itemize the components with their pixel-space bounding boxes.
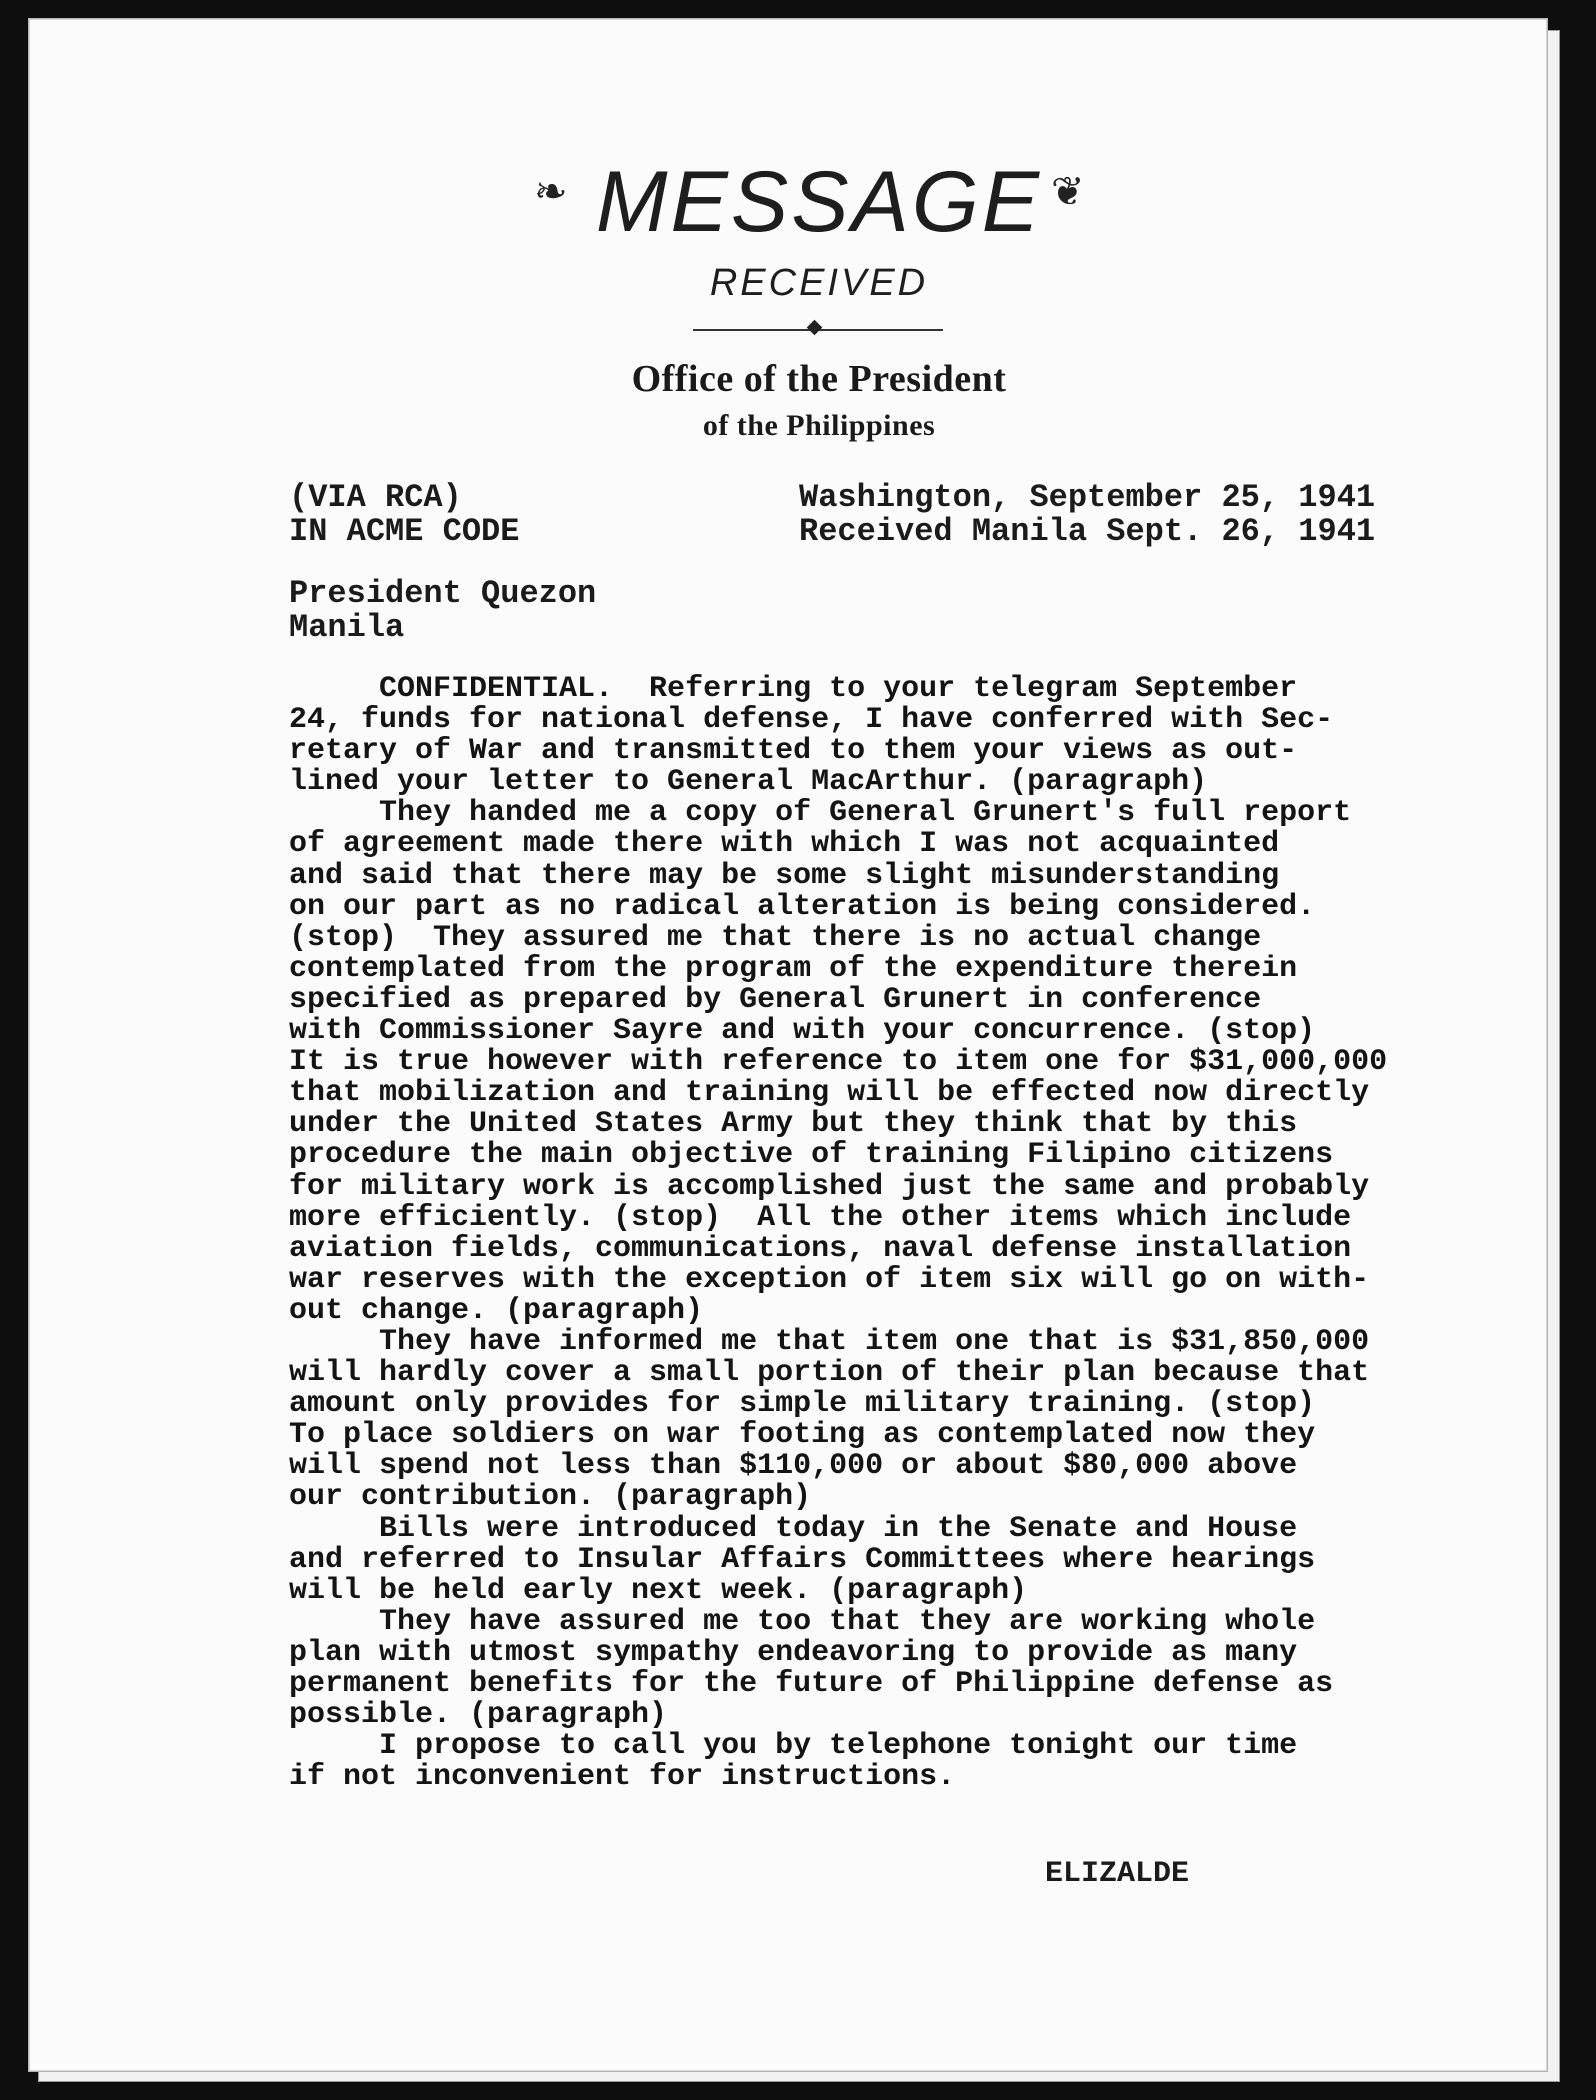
body-line: and referred to Insular Affairs Committees where hearings <box>289 1542 1316 1577</box>
letterhead-subtitle: RECEIVED <box>709 262 929 304</box>
signature: ELIZALDE <box>1045 1857 1190 1891</box>
body-line: possible. (paragraph) <box>289 1698 668 1733</box>
body-line: To place soldiers on war footing as contemplated now they <box>289 1418 1316 1453</box>
body-line: out change. (paragraph) <box>289 1293 704 1328</box>
body-line: amount only provides for simple military training. (stop) <box>289 1387 1316 1422</box>
body-line: retary of War and transmitted to them your views as out- <box>289 734 1298 769</box>
body-line: plan with utmost sympathy endeavoring to provide as many <box>289 1635 1298 1670</box>
body-line: Bills were introduced today in the Senate and House <box>289 1511 1298 1546</box>
body-line: if not inconvenient for instructions. <box>289 1760 956 1795</box>
addressee-block <box>289 577 596 645</box>
body-line: our contribution. (paragraph) <box>289 1480 812 1515</box>
message-body <box>289 674 1387 1793</box>
body-line: They handed me a copy of General Grunert's full report <box>289 796 1352 831</box>
body-line: that mobilization and training will be effected now directly <box>289 1076 1370 1111</box>
body-line: contemplated from the program of the expenditure therein <box>289 951 1298 986</box>
body-line: lined your letter to General MacArthur. (paragraph) <box>289 765 1208 800</box>
received-date: Received Manila Sept. 26, 1941 <box>799 513 1376 550</box>
body-line: 24, funds for national defense, I have conferred with Sec- <box>289 703 1334 738</box>
dateline <box>799 481 1375 549</box>
body-line: will spend not less than $110,000 or about $80,000 above <box>289 1449 1298 1484</box>
body-line: and said that there may be some slight misunderstanding <box>289 858 1280 893</box>
body-line: permanent benefits for the future of Philippine defense as <box>289 1667 1334 1701</box>
addressee-location: Manila <box>289 609 405 646</box>
body-line: CONFIDENTIAL. Referring to your telegram September <box>289 672 1298 706</box>
addressee-name: President Quezon <box>289 575 597 612</box>
body-line: specified as prepared by General Grunert in conference <box>289 982 1262 1017</box>
left-flourish-icon: ❧ <box>534 169 568 215</box>
transmission-info <box>289 481 519 549</box>
body-line: under the United States Army but they think that by this <box>289 1107 1298 1142</box>
body-line: They have informed me that item one that is $31,850,000 <box>289 1324 1370 1359</box>
right-flourish-icon: ❦ <box>1051 169 1085 215</box>
transmission-code: IN ACME CODE <box>289 513 520 550</box>
body-line: more efficiently. (stop) All the other items which include <box>289 1200 1352 1235</box>
body-line: (stop) They assured me that there is no actual change <box>289 920 1262 955</box>
body-line: on our part as no radical alteration is being considered. <box>289 889 1316 924</box>
body-line: aviation fields, communications, naval defense installation <box>289 1231 1352 1266</box>
sent-date: Washington, September 25, 1941 <box>799 479 1376 516</box>
body-line: for military work is accomplished just the same and probably <box>289 1169 1370 1204</box>
body-line: will hardly cover a small portion of their plan because that <box>289 1356 1370 1391</box>
document-page <box>28 18 1548 2072</box>
office-name: Office of the President <box>631 358 1007 400</box>
body-line: war reserves with the exception of item six will go on with- <box>289 1262 1370 1297</box>
diamond-ornament-icon <box>807 320 823 336</box>
body-line: of agreement made there with which I was not acquainted <box>289 827 1280 862</box>
office-country: of the Philippines <box>702 409 936 442</box>
body-line: They have assured me too that they are working whole <box>289 1604 1316 1639</box>
body-line: I propose to call you by telephone tonight our time <box>289 1729 1298 1764</box>
body-line: procedure the main objective of training Filipino citizens <box>289 1138 1334 1173</box>
letterhead-title: MESSAGE <box>595 154 1043 250</box>
body-line: It is true however with reference to item one for $31,000,000 <box>289 1045 1388 1080</box>
transmission-route: (VIA RCA) <box>289 479 462 516</box>
body-line: with Commissioner Sayre and with your concurrence. (stop) <box>289 1014 1316 1049</box>
body-line: will be held early next week. (paragraph) <box>289 1573 1028 1608</box>
